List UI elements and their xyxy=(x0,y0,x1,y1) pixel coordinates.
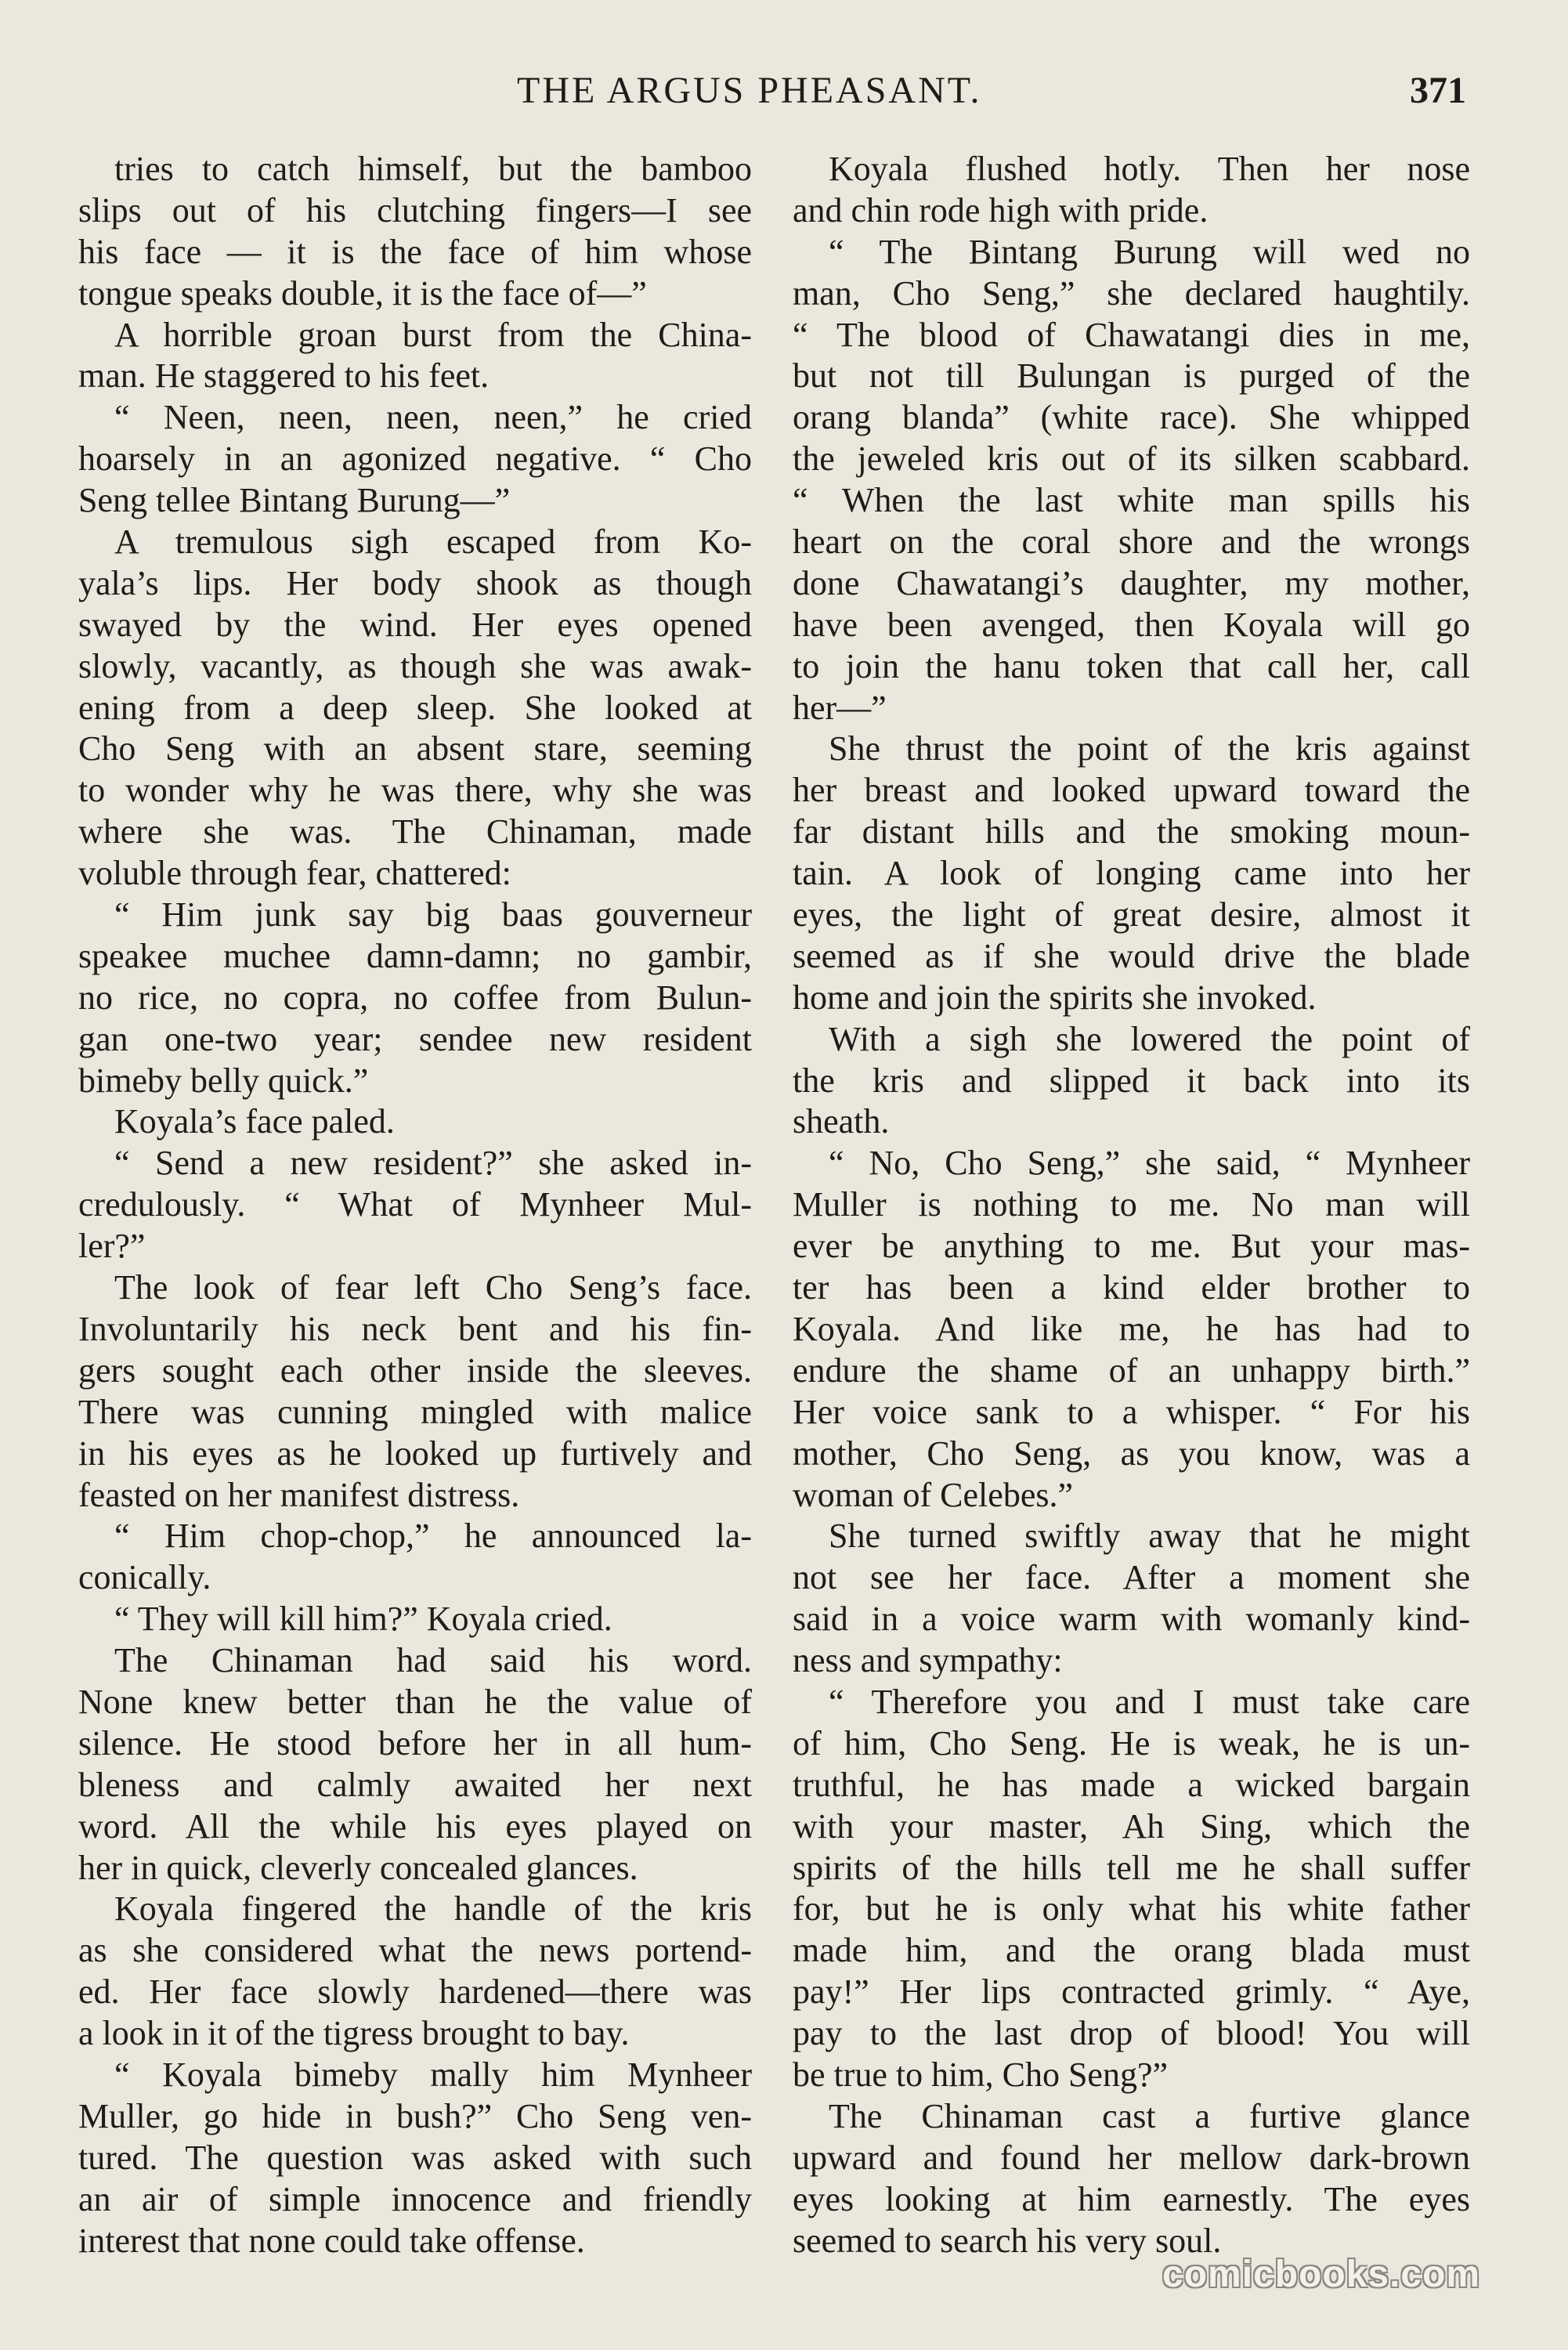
left-text-column xyxy=(78,149,752,2261)
text-line: The Chinaman had said his word. xyxy=(114,1641,752,1680)
text-line: her in quick, cleverly concealed glances. xyxy=(78,1848,638,1887)
text-line: “ When the last white man spills his xyxy=(793,481,1470,520)
text-line: man, Cho Seng,” she declared haughtily. xyxy=(793,273,1470,313)
text-line: spirits of the hills tell me he shall suffer xyxy=(793,1848,1470,1887)
text-line: woman of Celebes.” xyxy=(793,1475,1073,1514)
text-line: gers sought each other inside the sleeves. xyxy=(78,1350,752,1390)
text-line: for, but he is only what his white father xyxy=(793,1889,1470,1929)
text-line: upward and found her mellow dark-brown xyxy=(793,2138,1470,2177)
paragraph xyxy=(78,1101,752,1143)
text-line: ening from a deep sleep. She looked at xyxy=(78,688,752,727)
text-line: and chin rode high with pride. xyxy=(793,190,1209,230)
text-line: her breast and looked upward toward the xyxy=(793,771,1470,810)
text-line: “ Neen, neen, neen, neen,” he cried xyxy=(114,398,752,437)
text-line: an air of simple innocence and friendly xyxy=(78,2179,752,2218)
paragraph xyxy=(78,315,752,398)
text-line: the kris and slipped it back into its xyxy=(793,1061,1470,1100)
text-line: home and join the spirits she invoked. xyxy=(793,978,1317,1017)
paragraph xyxy=(78,397,752,522)
text-line: to wonder why he was there, why she was xyxy=(78,771,752,810)
paragraph xyxy=(78,522,752,895)
text-line: man. He staggered to his feet. xyxy=(78,356,490,396)
text-line: With a sigh she lowered the point of xyxy=(829,1019,1470,1058)
paragraph xyxy=(793,232,1470,729)
text-line: She thrust the point of the kris against xyxy=(829,729,1470,768)
text-line: Her voice sank to a whisper. “ For his xyxy=(793,1392,1470,1431)
text-line: tured. The question was asked with such xyxy=(78,2138,752,2177)
text-line: have been avenged, then Koyala will go xyxy=(793,605,1470,644)
paragraph xyxy=(793,1019,1470,1144)
running-head xyxy=(0,69,1568,116)
text-line: ed. Her face slowly hardened—there was xyxy=(78,1972,752,2012)
text-line: tongue speaks double, it is the face of—” xyxy=(78,273,647,313)
paragraph xyxy=(793,2096,1470,2262)
text-line: bleness and calmly awaited her next xyxy=(78,1765,752,1804)
text-line: There was cunning mingled with malice xyxy=(78,1392,752,1431)
text-line: “ Send a new resident?” she asked in- xyxy=(114,1144,752,1183)
text-line: endure the shame of an unhappy birth.” xyxy=(793,1350,1470,1390)
paragraph xyxy=(78,1267,752,1516)
text-line: “ The Bintang Burung will wed no xyxy=(829,232,1470,271)
text-line: pay to the last drop of blood! You will xyxy=(793,2014,1470,2053)
text-line: heart on the coral shore and the wrongs xyxy=(793,522,1470,562)
text-line: A tremulous sigh escaped from Ko- xyxy=(114,522,752,562)
text-line: ness and sympathy: xyxy=(793,1641,1063,1680)
text-line: eyes, the light of great desire, almost it xyxy=(793,895,1470,935)
paragraph xyxy=(78,1599,752,1640)
text-line: ever be anything to me. But your mas- xyxy=(793,1227,1470,1266)
text-line: Involuntarily his neck bent and his fin- xyxy=(78,1309,752,1348)
text-line: interest that none could take offense. xyxy=(78,2221,585,2260)
paragraph xyxy=(78,895,752,1101)
text-line: credulously. “ What of Mynheer Mul- xyxy=(78,1185,752,1224)
text-line: but not till Bulungan is purged of the xyxy=(793,356,1470,396)
text-line: ter has been a kind elder brother to xyxy=(793,1268,1470,1307)
text-line: Cho Seng with an absent stare, seeming xyxy=(78,729,752,768)
text-line: no rice, no copra, no coffee from Bulun- xyxy=(78,978,752,1017)
text-line: ler?” xyxy=(78,1227,146,1266)
text-line: tries to catch himself, but the bamboo xyxy=(114,150,752,188)
text-line: None knew better than he the value of xyxy=(78,1682,752,1721)
text-line: voluble through fear, chattered: xyxy=(78,854,511,893)
text-line: hoarsely in an agonized negative. “ Cho xyxy=(78,439,752,479)
text-line: silence. He stood before her in all hum- xyxy=(78,1723,752,1762)
text-line: “ Him chop-chop,” he announced la- xyxy=(114,1517,752,1556)
text-line: Koyala flushed hotly. Then her nose xyxy=(829,150,1470,188)
text-line: yala’s lips. Her body shook as though xyxy=(78,563,752,602)
paragraph xyxy=(793,728,1470,1018)
page-number: 371 xyxy=(1410,70,1466,111)
text-line: where she was. The Chinaman, made xyxy=(78,812,752,851)
text-line: with your master, Ah Sing, which the xyxy=(793,1806,1470,1846)
text-line: mother, Cho Seng, as you know, was a xyxy=(793,1434,1470,1473)
text-line: swayed by the wind. Her eyes opened xyxy=(78,605,752,644)
text-line: The look of fear left Cho Seng’s face. xyxy=(114,1268,752,1307)
text-line: “ They will kill him?” Koyala cried. xyxy=(114,1600,612,1639)
text-line: the jeweled kris out of its silken scabbard. xyxy=(793,439,1470,479)
text-line: “ The blood of Chawatangi dies in me, xyxy=(793,315,1470,354)
watermark-logo: comicbooks.com xyxy=(1162,2254,1481,2295)
text-line: word. All the while his eyes played on xyxy=(78,1806,752,1846)
text-line: The Chinaman cast a furtive glance xyxy=(829,2096,1470,2135)
text-line: tain. A look of longing came into her xyxy=(793,854,1470,893)
text-line: “ No, Cho Seng,” she said, “ Mynheer xyxy=(829,1144,1470,1183)
text-line: Koyala. And like me, he has had to xyxy=(793,1309,1470,1348)
paragraph xyxy=(78,1640,752,1889)
text-line: in his eyes as he looked up furtively and xyxy=(78,1434,752,1473)
text-line: her—” xyxy=(793,688,887,727)
text-line: to join the hanu token that call her, call xyxy=(793,646,1470,685)
paragraph xyxy=(793,149,1470,232)
text-line: Koyala’s face paled. xyxy=(114,1102,395,1141)
text-line: conically. xyxy=(78,1558,211,1597)
text-line: pay!” Her lips contracted grimly. “ Aye, xyxy=(793,1972,1470,2012)
text-line: A horrible groan burst from the China- xyxy=(114,315,752,354)
paragraph xyxy=(78,2055,752,2261)
text-line: Muller is nothing to me. No man will xyxy=(793,1185,1470,1224)
text-line: said in a voice warm with womanly kind- xyxy=(793,1600,1470,1639)
text-line: done Chawatangi’s daughter, my mother, xyxy=(793,563,1470,602)
text-line: speakee muchee damn-damn; no gambir, xyxy=(78,936,752,975)
paragraph xyxy=(793,1516,1470,1682)
text-line: “ Him junk say big baas gouverneur xyxy=(114,895,752,935)
paragraph xyxy=(793,1143,1470,1516)
right-text-column xyxy=(793,149,1470,2261)
text-line: gan one-two year; sendee new resident xyxy=(78,1019,752,1058)
text-line: his face — it is the face of him whose xyxy=(78,232,752,271)
page-header-title: THE ARGUS PHEASANT. xyxy=(517,70,982,111)
paragraph xyxy=(78,1143,752,1267)
text-line: orang blanda” (white race). She whipped xyxy=(793,398,1470,437)
text-line: “ Therefore you and I must take care xyxy=(829,1682,1470,1721)
paragraph xyxy=(78,1516,752,1599)
paragraph xyxy=(78,149,752,315)
text-line: far distant hills and the smoking moun- xyxy=(793,812,1470,851)
text-line: sheath. xyxy=(793,1102,890,1141)
text-line: Muller, go hide in bush?” Cho Seng ven- xyxy=(78,2096,752,2135)
text-line: truthful, he has made a wicked bargain xyxy=(793,1765,1470,1804)
text-line: Koyala fingered the handle of the kris xyxy=(114,1889,752,1929)
paragraph xyxy=(793,1682,1470,2096)
text-line: a look in it of the tigress brought to bay. xyxy=(78,2014,630,2053)
text-line: of him, Cho Seng. He is weak, he is un- xyxy=(793,1723,1470,1762)
text-line: She turned swiftly away that he might xyxy=(829,1517,1470,1556)
text-line: slowly, vacantly, as though she was awak- xyxy=(78,646,752,685)
text-line: feasted on her manifest distress. xyxy=(78,1475,520,1514)
text-line: not see her face. After a moment she xyxy=(793,1558,1470,1597)
text-line: eyes looking at him earnestly. The eyes xyxy=(793,2179,1470,2218)
text-line: “ Koyala bimeby mally him Mynheer xyxy=(114,2055,752,2094)
text-line: made him, and the orang blada must xyxy=(793,1931,1470,1970)
text-line: slips out of his clutching fingers—I see xyxy=(78,190,752,230)
text-line: Seng tellee Bintang Burung—” xyxy=(78,481,511,520)
paragraph xyxy=(78,1889,752,2055)
text-line: seemed as if she would drive the blade xyxy=(793,936,1470,975)
text-line: be true to him, Cho Seng?” xyxy=(793,2055,1169,2094)
text-line: as she considered what the news portend- xyxy=(78,1931,752,1970)
text-line: bimeby belly quick.” xyxy=(78,1061,369,1100)
text-line: seemed to search his very soul. xyxy=(793,2221,1222,2260)
